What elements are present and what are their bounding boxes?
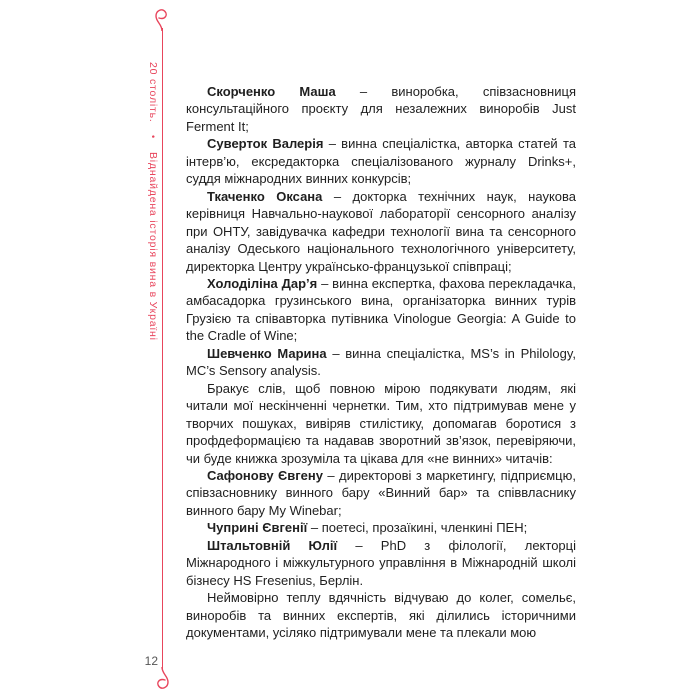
paragraph: [186, 135, 576, 187]
person-name: Шевченко Марина: [207, 345, 327, 361]
separator-dot-icon: •: [148, 135, 158, 140]
ribbon-ornament-bottom-icon: [153, 667, 171, 693]
person-name: Суверток Валерія: [207, 136, 324, 152]
paragraph: [186, 188, 576, 275]
paragraph: [186, 519, 576, 536]
paragraph: [186, 345, 576, 380]
acknowledgements-text: [186, 83, 576, 642]
paragraph-text: – PhD з філології, лекторці Міжнародного і міжкультурного управління в Міжнародній школі бізнесу HS Fresenius, Берлін.: [186, 537, 576, 588]
paragraph-text: – винна спеціалістка, авторка статей та інтерв’ю, ексредакторка спеціалізованого журналу Drinks+, суддя міжнародних винних конкурсів;: [186, 136, 576, 187]
person-name: Штальтовній Юлії: [207, 537, 338, 553]
book-title: Віднайдена історія вина в Україні: [147, 152, 159, 341]
paragraph-text: Бракує слів, щоб повною мірою подякувати людям, які читали мої нескінченні чернетки. Тим, хто підтримував мене у творчих пошуках, вивіряв стилістику, допомагав боротися з профдеформацією та надавав зворотний зв’язок, перевіряючи, чи буде книжка зрозуміла та цікава для «не винних» читачів:: [186, 380, 576, 466]
person-name: Скорченко Маша: [207, 84, 336, 99]
book-title-vertical: [146, 62, 160, 341]
paragraph: [186, 83, 576, 135]
paragraph-text: – виноробка, співзасновниця консультаційного проєкту для незалежних виноробів Just Ferment It;: [186, 84, 576, 134]
paragraph: [186, 537, 576, 589]
person-name: Чуприні Євгенії: [207, 520, 308, 536]
paragraph-text: – поетесі, прозаїкині, членкині ПЕН;: [307, 520, 528, 536]
paragraph: [186, 467, 576, 519]
person-name: Холоділіна Дар’я: [207, 275, 318, 291]
paragraph-text: – докторка технічних наук, наукова керівниця Навчально-наукової лабораторії сенсорного аналізу при ОНТУ, завідувачка кафедри технології вина та сенсорного аналізу Одеського національного технологічного університету, директорка Центру українсько-французької співпраці;: [186, 188, 576, 274]
margin-rule: [162, 28, 163, 669]
paragraph-text: Неймовірно теплу вдячність відчуваю до колег, сомельє, виноробів та винних експертів, які ділились історичними документами, усіляко підтримували мене та плекали мою: [186, 590, 576, 641]
series-title: 20 століть.: [147, 62, 159, 123]
page-number: 12: [144, 654, 158, 668]
paragraph-text: – винна спеціалістка, MS’s in Philology, MC’s Sensory analysis.: [186, 345, 576, 379]
paragraph: [186, 275, 576, 345]
paragraph-text: – директорові з маркетингу, підприємцю, співзасновнику винного бару «Винний бар» та співвласнику винного бару My Winebar;: [186, 467, 576, 518]
paragraph-text: – винна експертка, фахова перекладачка, амбасадорка грузинського вина, організаторка винних турів Грузією та співавторка путівника Vinologue Georgia: A Guide to the Cradle of Wine;: [186, 275, 576, 344]
paragraph: [186, 380, 576, 467]
person-name: Ткаченко Оксана: [207, 188, 323, 204]
person-name: Сафонову Євгену: [207, 467, 323, 483]
paragraph: [186, 589, 576, 641]
